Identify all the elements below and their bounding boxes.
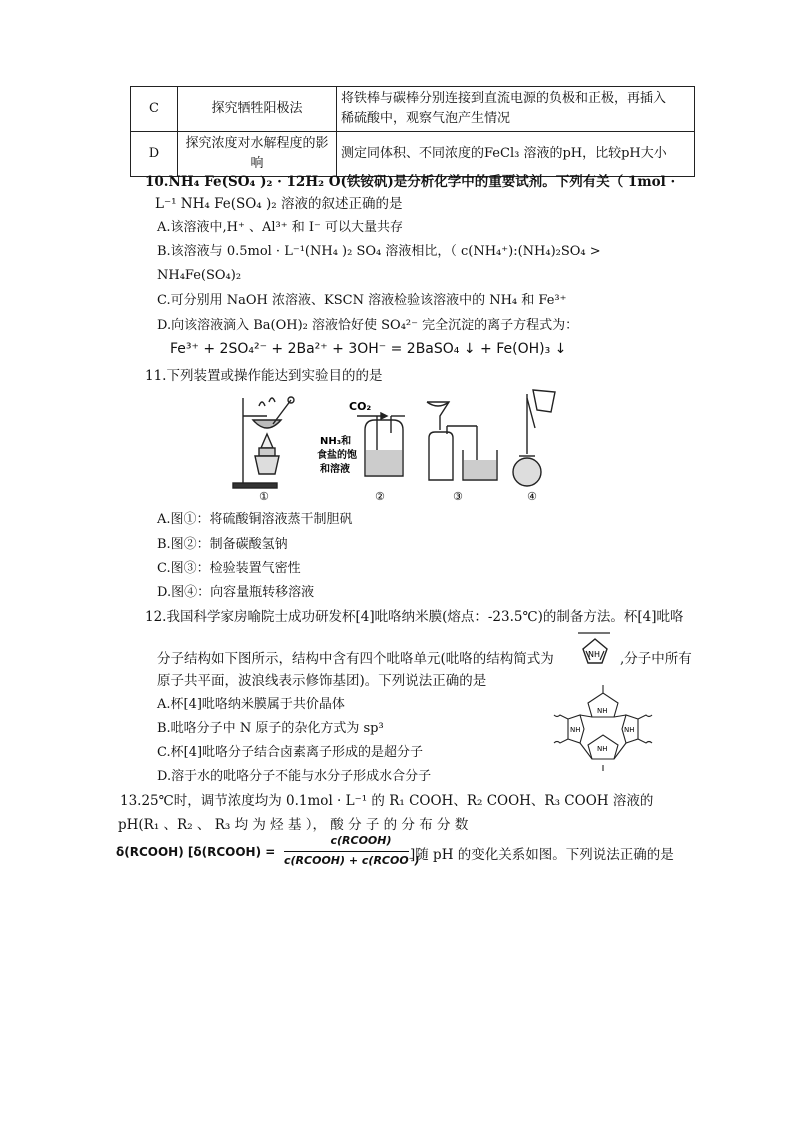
- formula-denominator: c(RCOOH) + c(RCOO⁻): [284, 854, 420, 867]
- q11-option-a: A.图①：将硫酸铜溶液蒸干制胆矾: [157, 512, 353, 527]
- airtightness-apparatus: [427, 402, 497, 480]
- figure-number: ②: [375, 490, 385, 503]
- gas-wash-bottle-apparatus: [357, 413, 405, 476]
- purpose-cell: [178, 132, 337, 177]
- q12-option-a: A.杯[4]吡咯纳米膜属于共价晶体: [157, 697, 345, 712]
- q10-option-d: D.向该溶液滴入 Ba(OH)₂ 溶液恰好使 SO₄²⁻ 完全沉淀的离子方程式为：: [157, 318, 579, 333]
- q12-stem-line2b: ,分子中所有: [620, 651, 692, 667]
- q12-stem-line2a: 分子结构如下图所示，结构中含有四个吡咯单元(吡咯的结构简式为: [157, 651, 554, 667]
- q10-option-a: A.该溶液中,H⁺ 、Al³⁺ 和 I⁻ 可以大量共存: [157, 220, 403, 235]
- figure-number: ③: [453, 490, 463, 503]
- q12-option-c: C.杯[4]吡咯分子结合卤素离子形成的是超分子: [157, 745, 424, 760]
- method-line: 稀硫酸中，观察气泡产生情况: [341, 111, 511, 126]
- table-row: [131, 87, 695, 132]
- purpose-line: 探究浓度对水解程度的影: [185, 136, 329, 151]
- q12-stem-line1: 12.我国科学家房喻院士成功研发杯[4]吡咯纳米膜(熔点：-23.5℃)的制备方法。杯[4]吡咯: [145, 609, 684, 625]
- q13-stem-line2: pH(R₁ 、R₂ 、 R₃ 均 为 烃 基 ）， 酸 分 子 的 分 布 分 数: [118, 817, 469, 833]
- formula-numerator: c(RCOOH): [330, 834, 392, 847]
- q10-option-b-line2: NH₄Fe(SO₄)₂: [157, 268, 242, 283]
- method-cell: 测定同体积、不同浓度的FeCl₃ 溶液的pH，比较pH大小: [337, 132, 695, 177]
- q10-option-c: C.可分别用 NaOH 浓溶液、KSCN 溶液检验该溶液中的 NH₄ 和 Fe³⁺: [157, 293, 567, 308]
- q10-option-b-line1: B.该溶液与 0.5mol · L⁻¹(NH₄ )₂ SO₄ 溶液相比，（ c(NH₄⁺):(NH₄)₂SO₄ >: [157, 244, 601, 259]
- q12-option-d: D.溶于水的吡咯分子不能与水分子形成水合分子: [157, 769, 432, 784]
- figure-number: ①: [259, 490, 269, 503]
- purpose-line: 响: [250, 156, 264, 171]
- q10-equation: Fe³⁺ + 2SO₄²⁻ + 2Ba²⁺ + 3OH⁻ = 2BaSO₄ ↓ + Fe(OH)₃ ↓: [170, 341, 567, 357]
- formula-left: δ(RCOOH) [δ(RCOOH) =: [116, 845, 276, 859]
- calix-pyrrole-structure-icon: [548, 683, 658, 773]
- q11-option-b: B.图②：制备碳酸氢钠: [157, 537, 288, 552]
- q13-stem-line1: 13.25℃时，调节浓度均为 0.1mol · L⁻¹ 的 R₁ COOH、R₂ COOH、R₃ COOH 溶液的: [120, 793, 654, 809]
- co2-label: CO₂: [349, 400, 372, 413]
- method-line: 将铁棒与碳棒分别连接到直流电源的负极和正极，再插入: [341, 91, 667, 106]
- figure-number: ④: [527, 490, 537, 503]
- q10-stem-line2: L⁻¹ NH₄ Fe(SO₄ )₂ 溶液的叙述正确的是: [155, 196, 403, 212]
- experiment-table: [130, 86, 695, 177]
- q11-stem: 11.下列装置或操作能达到实验目的的是: [145, 368, 383, 384]
- option-cell: D: [131, 132, 178, 177]
- table-row: [131, 132, 695, 177]
- pyrrole-structure-icon: [574, 627, 616, 667]
- evaporation-apparatus: [233, 397, 294, 488]
- method-cell: [337, 87, 695, 132]
- option-cell: C: [131, 87, 178, 132]
- nh-label: NH: [597, 745, 608, 753]
- volumetric-flask-apparatus: [513, 390, 555, 486]
- fraction-bar: [284, 851, 409, 852]
- solution-label: 食盐的饱: [317, 450, 357, 461]
- q12-stem-line3: 原子共平面，波浪线表示修饰基团)。下列说法正确的是: [157, 673, 487, 689]
- q11-option-c: C.图③：检验装置气密性: [157, 561, 301, 576]
- q11-option-d: D.图④：向容量瓶转移溶液: [157, 585, 315, 600]
- nh-label: NH: [624, 726, 635, 734]
- solution-label: 和溶液: [320, 464, 350, 475]
- q13-formula-right: ]随 pH 的变化关系如图。下列说法正确的是: [410, 847, 674, 863]
- solution-label: NH₃和: [320, 436, 352, 447]
- nh-label: NH: [597, 707, 608, 715]
- purpose-cell: 探究牺牲阳极法: [178, 87, 337, 132]
- q11-apparatus-figure: [225, 388, 565, 506]
- q12-option-b: B.吡咯分子中 N 原子的杂化方式为 sp³: [157, 721, 384, 736]
- nh-label: NH: [588, 650, 600, 659]
- nh-label: NH: [570, 726, 581, 734]
- q10-stem-line1: 10.NH₄ Fe(SO₄ )₂ · 12H₂ O(铁铵矾)是分析化学中的重要试剂。下列有关（ 1mol ·: [145, 174, 676, 190]
